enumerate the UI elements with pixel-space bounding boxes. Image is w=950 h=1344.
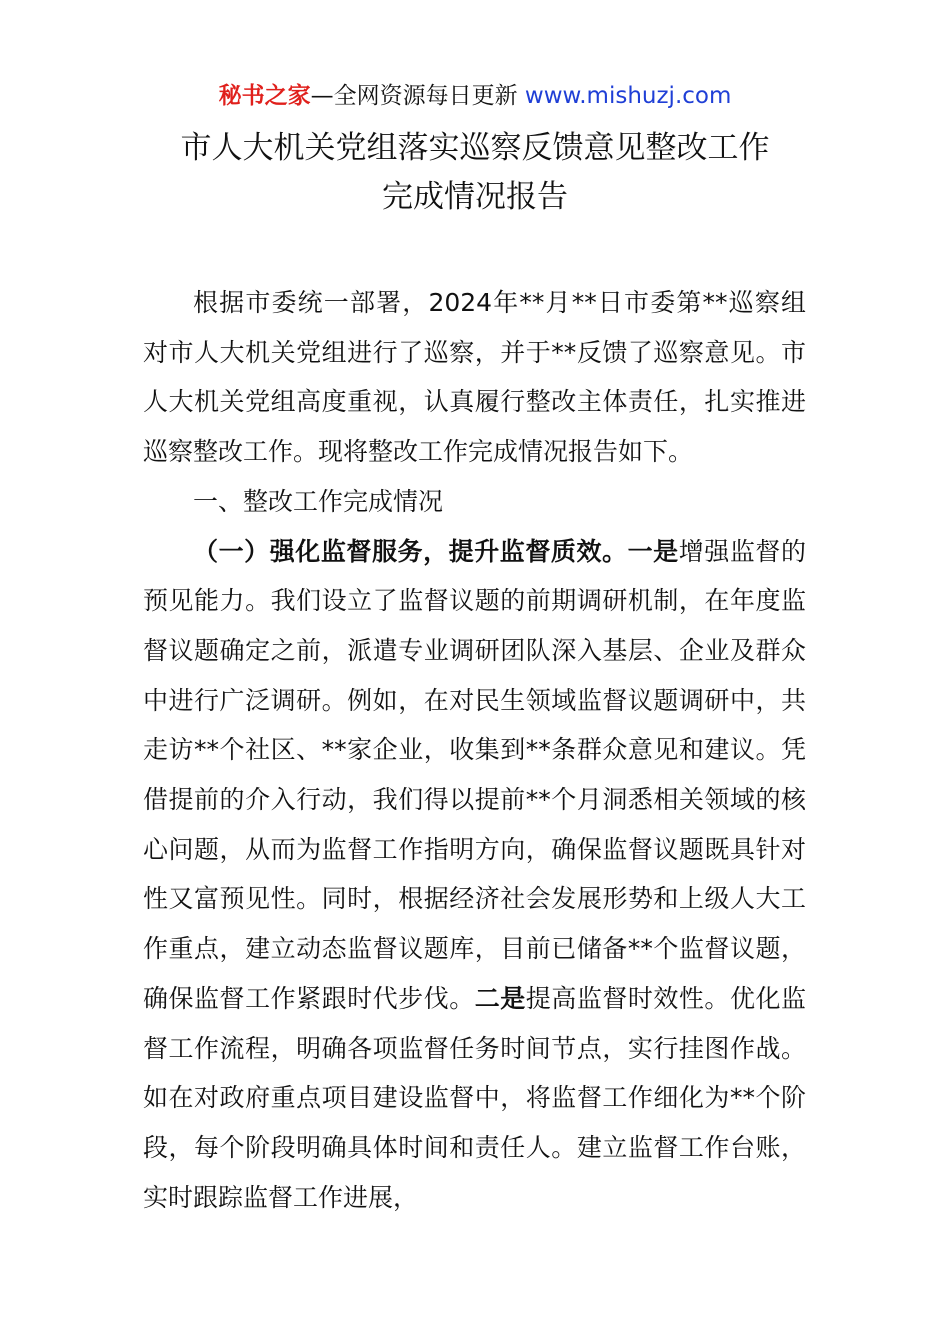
site-slogan: —全网资源每日更新 bbox=[310, 83, 518, 109]
site-url[interactable]: www.mishuzj.com bbox=[524, 83, 732, 109]
point-1-text: 增强监督的预见能力。我们设立了监督议题的前期调研机制，在年度监督议题确定之前，派遣专业调研团队深入基层、企业及群众中进行广泛调研。例如，在对民生领域监督议题调研中，共走访**个社区、**家企业，收集到**条群众意见和建议。凭借提前的介入行动，我们得以提前**个月洞悉相关领域的核心问题，从而为监督工作指明方向，确保监督议题既具针对性又富预见性。同时，根据经济社会发展形势和上级人大工作重点，建立动态监督议题库，目前已储备**个监督议题，确保监督工作紧跟时代步伐。 bbox=[143, 536, 806, 1013]
point-2-text: 提高监督时效性。优化监督工作流程，明确各项监督任务时间节点，实行挂图作战。如在对政府重点项目建设监督中，将监督工作细化为**个阶段，每个阶段明确具体时间和责任人。建立监督工作台账，实时跟踪监督工作进展， bbox=[143, 983, 806, 1212]
document-title-line-2: 完成情况报告 bbox=[382, 179, 568, 215]
point-2-label: 二是 bbox=[474, 983, 526, 1013]
subsection-paragraph bbox=[143, 527, 806, 1223]
point-1-label: 一是 bbox=[627, 536, 679, 566]
section-heading: 一、整改工作完成情况 bbox=[193, 486, 444, 516]
document-title-line-1: 市人大机关党组落实巡察反馈意见整改工作 bbox=[180, 130, 770, 166]
subsection-heading: （一）强化监督服务，提升监督质效。 bbox=[193, 536, 628, 566]
site-header bbox=[0, 80, 950, 112]
brand-name: 秘书之家 bbox=[218, 83, 311, 109]
document-body bbox=[143, 278, 806, 1222]
intro-paragraph: 根据市委统一部署，2024年**月**日市委第**巡察组对市人大机关党组进行了巡察，并于**反馈了巡察意见。市人大机关党组高度重视，认真履行整改主体责任，扎实推进巡察整改工作。现将整改工作完成情况报告如下。 bbox=[143, 288, 806, 467]
